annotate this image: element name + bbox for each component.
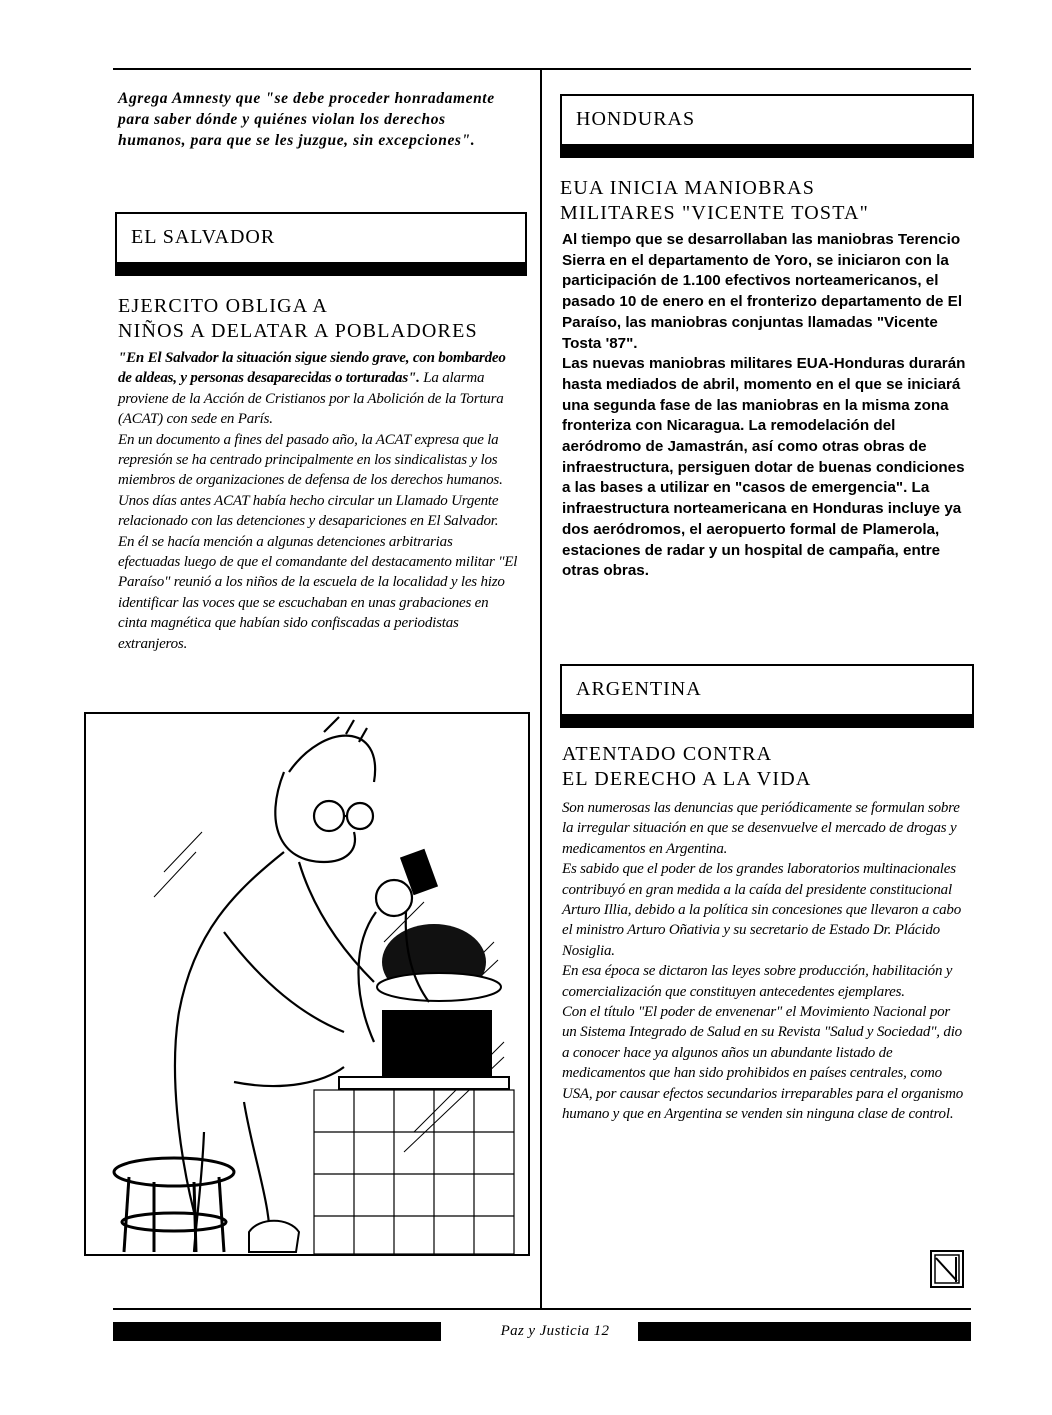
article-body-el-salvador [118,348,518,654]
argentina-para-2: Es sabido que el poder de los grandes laboratorios multinacionales contribuyó en gran medida a la caída del presidente constitucional Arturo Illia, debido a la política sin concesiones que llevaron a cabo el ministro Arturo Oñativia y su secretario de Estado Dr. Plácido Nosiglia. [562,861,961,959]
section-bar [115,264,527,276]
footer-page-label: Paz y Justicia 12 [500,1323,610,1339]
section-header-argentina [560,664,974,716]
footer-bar-right [638,1322,971,1341]
lead-quote: "En El Salvador la situación sigue siendo grave, con bombardeo de aldeas, y personas desaparecidas o torturadas". [118,350,506,387]
bottom-rule [113,1308,971,1310]
stool [114,1158,234,1252]
shoe [249,1221,299,1252]
scientist [175,717,375,1252]
section-bar [560,716,974,728]
cartoon-illustration [84,712,530,1256]
section-title: EL SALVADOR [131,226,276,248]
section-bar [560,146,974,158]
bench [314,1090,514,1254]
headline-honduras-line-1: EUA INICIA MANIOBRAS [560,177,816,199]
column-divider [540,70,542,1310]
section-title: ARGENTINA [576,678,702,700]
argentina-para-1: Son numerosas las denuncias que periódicamente se formulan sobre la irregular situación en que se desenvuelve el mercado de drogas y medicamentos en Argentina. [562,800,960,857]
headline-argentina-line-1: ATENTADO CONTRA [562,743,773,765]
article-body-honduras [562,230,970,582]
section-header-el-salvador [115,212,527,264]
end-of-article-mark-icon [930,1250,964,1288]
footer-bar-left [113,1322,441,1341]
argentina-para-4: Con el título "El poder de envenenar" el Movimiento Nacional por un Sistema Integrado de Salud en su Revista "Salud y Sociedad", dio a conocer hace ya algunos años un abundante listado de medicamentos que han sido prohibidos en países centrales, como USA, por causar efectos secundarios irreparables para el organismo humano y que en Argentina se venden sin ninguna clase de control. [562,1004,964,1123]
amnesty-quote: Agrega Amnesty que "se debe proceder honradamente para saber dónde y quiénes violan los derechos humanos, para que se les juzgue, sin excepciones". [118,90,495,149]
article-body-argentina [562,798,967,1125]
headline-honduras-line-2: MILITARES "VICENTE TOSTA" [560,202,870,224]
argentina-para-3: En esa época se dictaron las leyes sobre producción, habilitación y comercialización que constituyen antecedentes ejemplares. [562,963,953,1000]
top-rule [113,68,971,70]
headline-argentina-line-2: EL DERECHO A LA VIDA [562,768,812,790]
honduras-para-1: Al tiempo que se desarrollaban las maniobras Terencio Sierra en el departamento de Yoro, se iniciaron con la participación de 1.100 efectivos norteamericanos, el pasado 10 de enero en el fronterizo departamento de El Paraíso, las maniobras conjuntas llamadas "Vicente Tosta '87". [562,231,963,352]
paragraph-2: En un documento a fines del pasado año, la ACAT expresa que la represión se ha centrado principalmente en los sindicalistas y los miembros de organizaciones de defensa de los derechos humanos. Unos días antes ACAT había hecho circular un Llamado Urgente relacionado con las detenciones y desapariciones en El Salvador. En él se hacía mención a algunas detenciones arbitrarias efectuadas luego de que el comandante del destacamento militar "El Paraíso" reunió a los niños de la escuela de la localidad y les hizo identificar las voces que se escuchaban en unas grabaciones en cinta magnética que habían sido confiscadas a periodistas extranjeros. [118,431,518,652]
section-header-honduras [560,94,974,146]
lead-rest: La alarma proviene de la Acción de Cristianos por la Abolición de la Tortura (ACAT) con sede en París. [118,370,504,428]
headline-line-2: NIÑOS A DELATAR A POBLADORES [118,320,478,342]
honduras-para-2: Las nuevas maniobras militares EUA-Honduras durarán hasta mediados de abril, momento en el que se iniciará una segunda fase de las maniobras en la misma zona fronteriza con Nicaragua. La remodelación del aeródromo de Jamastrán, así como otras obras de infraestructura, persiguen dotar de buenas condiciones a las bases a utilizar en "casos de emergencia". La infraestructura norteamericana en Honduras incluye ya dos aeródromos, el aeropuerto formal de Plamerola, estaciones de radar y un hospital de campaña, entre otras obras. [562,355,966,580]
section-title: HONDURAS [576,108,696,130]
headline-line-1: EJERCITO OBLIGA A [118,295,329,317]
microscope [339,849,509,1090]
